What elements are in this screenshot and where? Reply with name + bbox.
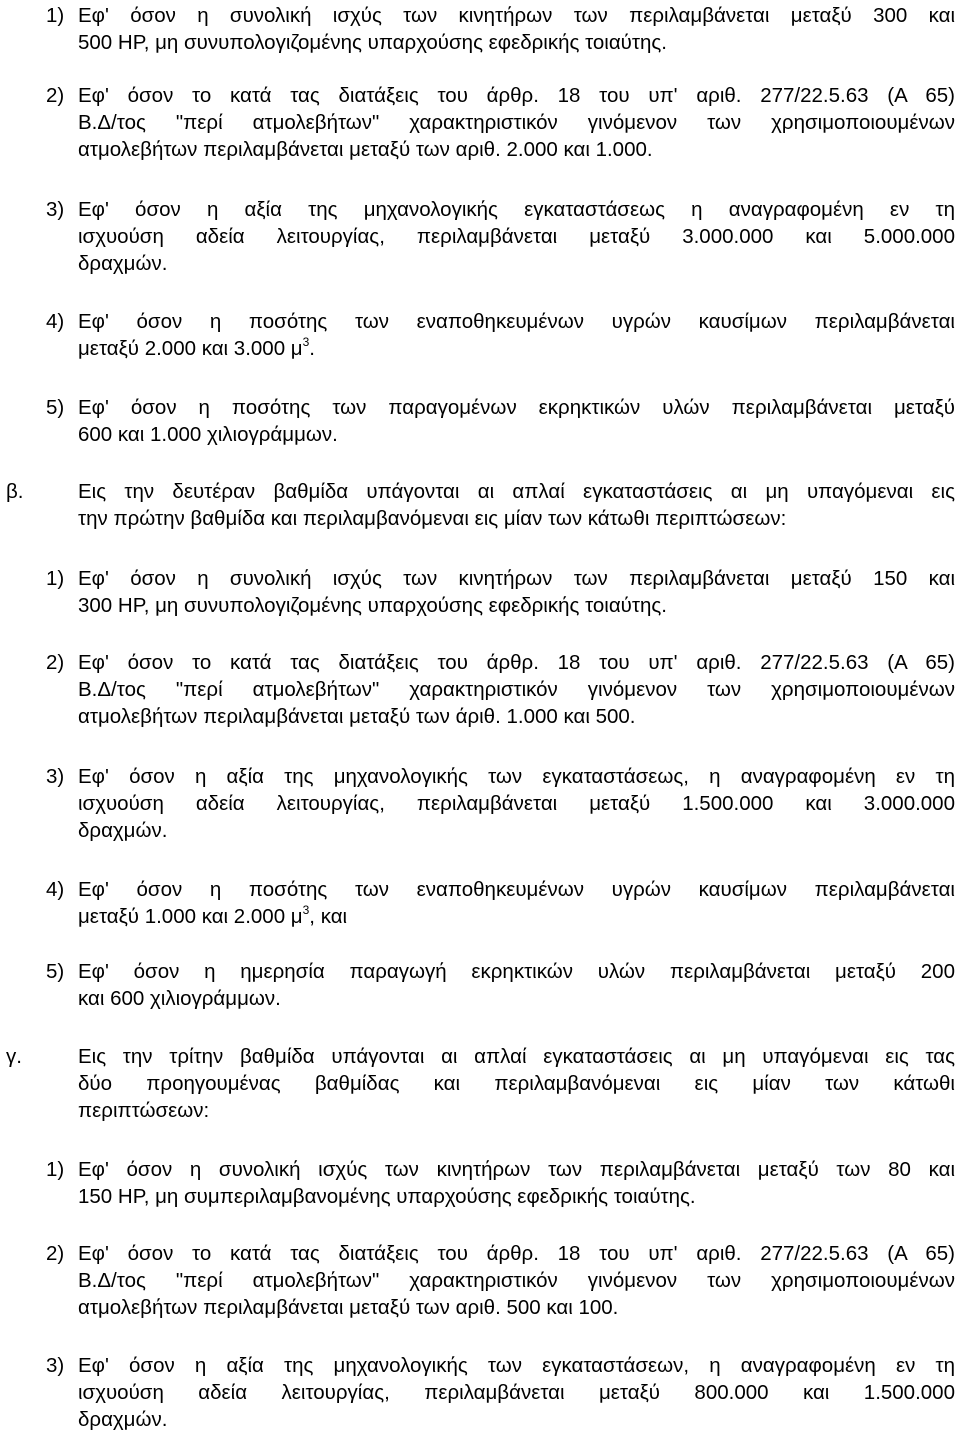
text-line: 150 HP, μη συμπεριλαμβανομένης υπαρχούσης εφεδρικής τοιαύτης. [78, 1185, 696, 1208]
item-text [78, 308, 955, 362]
text-line: Εφ' όσον η αξία της μηχανολογικής των εγκαταστάσεων, η αναγραφομένη εν τη [78, 1354, 955, 1377]
text-line: Εφ' όσον η συνολική ισχύς των κινητήρων των περιλαμβάνεται μεταξύ 300 και [78, 4, 955, 27]
text-line: δραχμών. [78, 1408, 168, 1431]
item-text [78, 876, 955, 930]
item-text [78, 82, 955, 163]
text-line: Β.Δ/τος "περί ατμολεβήτων" χαρακτηριστικόν γινόμενον των χρησιμοποιουμένων [78, 1269, 955, 1292]
item-number: 3) [46, 198, 65, 221]
item-number: 4) [46, 310, 65, 333]
section-intro [78, 1043, 955, 1124]
item-number: 5) [46, 396, 65, 419]
item-text [78, 958, 955, 1012]
text-line: Β.Δ/τος "περί ατμολεβήτων" χαρακτηριστικόν γινόμενον των χρησιμοποιουμένων [78, 111, 955, 134]
text-line: δραχμών. [78, 819, 168, 842]
text-line: δραχμών. [78, 252, 168, 275]
text-line: ισχυούση αδεία λειτουργίας, περιλαμβάνεται μεταξύ 800.000 και 1.500.000 [78, 1381, 955, 1404]
item-text [78, 1352, 955, 1433]
text-line: Εις την τρίτην βαθμίδα υπάγονται αι απλαί εγκαταστάσεις αι μη υπαγόμεναι εις τας [78, 1045, 955, 1068]
text-line: ισχυούση αδεία λειτουργίας, περιλαμβάνεται μεταξύ 1.500.000 και 3.000.000 [78, 792, 955, 815]
text-line: Εφ' όσον το κατά τας διατάξεις του άρθρ. 18 του υπ' αριθ. 277/22.5.63 (Α 65) [78, 84, 955, 107]
item-number: 3) [46, 765, 65, 788]
text-line: Εφ' όσον η ποσότης των παραγομένων εκρηκτικών υλών περιλαμβάνεται μεταξύ [78, 396, 955, 419]
superscript: 3 [302, 903, 310, 917]
item-text [78, 649, 955, 730]
text-line [78, 903, 955, 930]
text-line: ατμολεβήτων περιλαμβάνεται μεταξύ των άριθ. 1.000 και 500. [78, 705, 636, 728]
section-intro [78, 478, 955, 532]
text-line: Εφ' όσον το κατά τας διατάξεις του άρθρ. 18 του υπ' αριθ. 277/22.5.63 (Α 65) [78, 651, 955, 674]
text-line: 300 HP, μη συνυπολογιζομένης υπαρχούσης εφεδρικής τοιαύτης. [78, 594, 667, 617]
text-line: δύο προηγουμένας βαθμίδας και περιλαμβανόμεναι εις μίαν των κάτωθι [78, 1072, 955, 1095]
item-text [78, 2, 955, 56]
section-label: β. [6, 480, 24, 503]
text-line: περιπτώσεων: [78, 1099, 210, 1122]
text-line: ατμολεβήτων περιλαμβάνεται μεταξύ των αριθ. 500 και 100. [78, 1296, 619, 1319]
item-text [78, 763, 955, 844]
item-number: 1) [46, 4, 65, 27]
text-line: 500 HP, μη συνυπολογιζομένης υπαρχούσης εφεδρικής τοιαύτης. [78, 31, 667, 54]
item-number: 2) [46, 651, 65, 674]
text-segment: . [309, 337, 315, 360]
item-text [78, 196, 955, 277]
text-line: Εφ' όσον το κατά τας διατάξεις του άρθρ. 18 του υπ' αριθ. 277/22.5.63 (Α 65) [78, 1242, 955, 1265]
text-line: ισχυούση αδεία λειτουργίας, περιλαμβάνεται μεταξύ 3.000.000 και 5.000.000 [78, 225, 955, 248]
text-line [78, 335, 955, 362]
item-text [78, 1240, 955, 1321]
text-line: Εις την δευτέραν βαθμίδα υπάγονται αι απλαί εγκαταστάσεις αι μη υπαγόμεναι εις [78, 480, 955, 503]
text-line: Εφ' όσον η ποσότης των εναποθηκευμένων υγρών καυσίμων περιλαμβάνεται [78, 310, 955, 333]
item-text [78, 394, 955, 448]
item-number: 2) [46, 1242, 65, 1265]
text-line: Εφ' όσον η αξία της μηχανολογικής εγκαταστάσεως η αναγραφομένη εν τη [78, 198, 955, 221]
text-line: Εφ' όσον η ημερησία παραγωγή εκρηκτικών υλών περιλαμβάνεται μεταξύ 200 [78, 960, 955, 983]
item-number: 1) [46, 567, 65, 590]
text-line: Εφ' όσον η αξία της μηχανολογικής των εγκαταστάσεως, η αναγραφομένη εν τη [78, 765, 955, 788]
superscript: 3 [302, 335, 310, 349]
item-text [78, 565, 955, 619]
item-number: 2) [46, 84, 65, 107]
item-text [78, 1156, 955, 1210]
text-line: 600 και 1.000 χιλιογράμμων. [78, 423, 338, 446]
item-number: 3) [46, 1354, 65, 1377]
text-line: Εφ' όσον η ποσότης των εναποθηκευμένων υγρών καυσίμων περιλαμβάνεται [78, 878, 955, 901]
section-label: γ. [6, 1045, 22, 1068]
text-line: ατμολεβήτων περιλαμβάνεται μεταξύ των αριθ. 2.000 και 1.000. [78, 138, 653, 161]
text-segment: μεταξύ 1.000 και 2.000 μ [78, 905, 303, 928]
text-segment: μεταξύ 2.000 και 3.000 μ [78, 337, 303, 360]
text-line: Εφ' όσον η συνολική ισχύς των κινητήρων των περιλαμβάνεται μεταξύ των 80 και [78, 1158, 955, 1181]
text-line: Β.Δ/τος "περί ατμολεβήτων" χαρακτηριστικόν γινόμενον των χρησιμοποιουμένων [78, 678, 955, 701]
text-line: την πρώτην βαθμίδα και περιλαμβανόμεναι εις μίαν των κάτωθι περιπτώσεων: [78, 507, 787, 530]
text-line: και 600 χιλιογράμμων. [78, 987, 281, 1010]
item-number: 5) [46, 960, 65, 983]
item-number: 4) [46, 878, 65, 901]
text-line: Εφ' όσον η συνολική ισχύς των κινητήρων των περιλαμβάνεται μεταξύ 150 και [78, 567, 955, 590]
item-number: 1) [46, 1158, 65, 1181]
text-segment: , και [309, 905, 348, 928]
